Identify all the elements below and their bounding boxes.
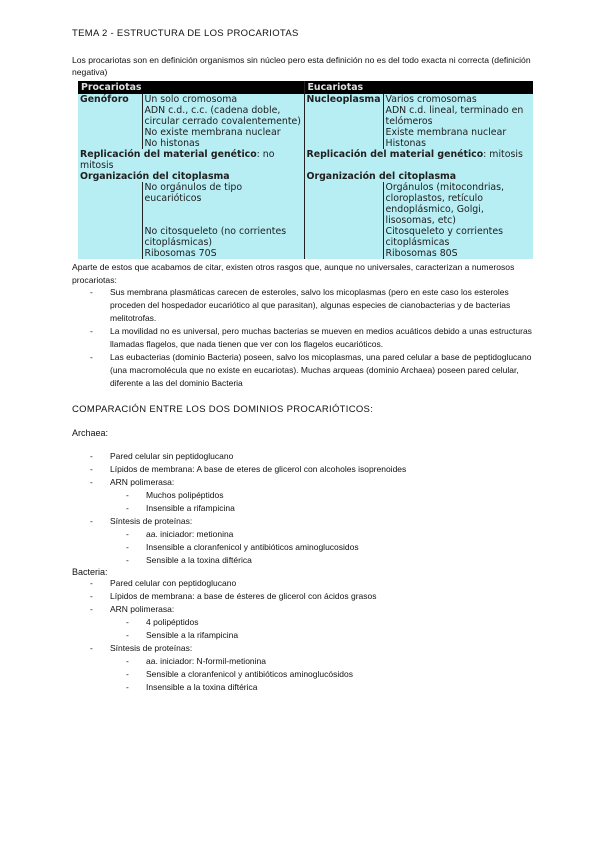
- pro-org-label: Organización del citoplasma: [80, 171, 230, 182]
- list-item: - ARN polimerasa:: [72, 476, 532, 489]
- list-item: - La movilidad no es universal, pero muchas bacterias se mueven en medios acuáticos debido a unas estructuras llamadas flagelos, que nada tienen que ver con los flagelos eucarióticos.: [72, 325, 532, 351]
- archaea-sintesis-sublist: [72, 528, 532, 567]
- archaea-list-2: [72, 515, 532, 528]
- euc-gen-1: Varios cromosomas: [383, 94, 533, 105]
- list-item: - Sensible a la toxina diftérica: [72, 554, 532, 567]
- euc-replication: [304, 149, 533, 171]
- pro-replication-label: Replicación del material genético: [80, 149, 257, 160]
- list-item: - Sus membrana plasmáticas carecen de esteroles, salvo los micoplasmas (pero en este caso los esteroles proceden del hospedador eucariótico al que parasitan), algunas especies de cianobacterias y de bacterias melitotrofas.: [72, 286, 532, 325]
- document-page: [72, 28, 532, 694]
- euc-replication-label: Replicación del material genético: [306, 149, 484, 160]
- header-eucariotas: Eucariotas: [304, 81, 533, 94]
- pro-gen-4: No histonas: [142, 138, 304, 149]
- pro-gen-2: ADN c.d., c.c. (cadena doble, circular cerrado covalentemente): [142, 105, 304, 127]
- bacteria-label: Bacteria:: [72, 567, 108, 577]
- euc-org-label: Organización del citoplasma: [304, 171, 533, 182]
- euc-replication-value: : mitosis: [483, 149, 523, 160]
- pro-gen-1: Un solo cromosoma: [142, 94, 304, 105]
- list-item: - Muchos polipéptidos: [72, 489, 532, 502]
- genoforo-label: Genóforo: [80, 94, 129, 105]
- euc-org-3: Ribosomas 80S: [383, 248, 533, 259]
- euc-gen-4: Histonas: [383, 138, 533, 149]
- intro-paragraph: Los procariotas son en definición organismos sin núcleo pero esta definición no es del todo exacta ni correcta (definición negativa): [72, 55, 531, 77]
- pro-replication-value: : no mitosis: [80, 149, 275, 171]
- pro-org-2: No citosqueleto (no corrientes citoplásmicas): [142, 226, 304, 248]
- list-item: - Insensible a rifampicina: [72, 502, 532, 515]
- list-item: - Insensible a cloranfenicol y antibióticos aminoglucosidos: [72, 541, 532, 554]
- pro-gen-3: No existe membrana nuclear: [142, 127, 304, 138]
- list-item: - Las eubacterias (dominio Bacteria) poseen, salvo los micoplasmas, una pared celular a base de peptidoglucano (una macromolécula que no existe en eucariotas). Muchas arqueas (dominio Archaea) poseen pared celular, diferente a las del dominio Bacteria: [72, 351, 532, 390]
- bacteria-arn-sublist: [72, 616, 532, 642]
- list-item: - Pared celular sin peptidoglucano: [72, 450, 532, 463]
- bacteria-list-2: [72, 642, 532, 655]
- after-table-paragraph: Aparte de estos que acabamos de citar, existen otros rasgos que, aunque no universales, caracterizan a numerosos procariotas:: [72, 262, 515, 285]
- pro-replication: [78, 149, 304, 171]
- archaea-arn-sublist: [72, 489, 532, 515]
- nucleoplasma-label: Nucleoplasma: [304, 94, 383, 105]
- list-item: - Insensible a la toxina diftérica: [72, 681, 532, 694]
- list-item: - Síntesis de proteínas:: [72, 642, 532, 655]
- list-item: - aa. iniciador: N-formil-metionina: [72, 655, 532, 668]
- list-item: - aa. iniciador: metionina: [72, 528, 532, 541]
- bacteria-sintesis-sublist: [72, 655, 532, 694]
- euc-org-1: Orgánulos (mitocondrias, cloroplastos, retículo endoplásmico, Golgi, lisosomas, etc): [383, 182, 533, 226]
- bacteria-list: [72, 577, 532, 616]
- comparison-table-image: [78, 81, 533, 259]
- list-item: - ARN polimerasa:: [72, 603, 532, 616]
- list-item: - Pared celular con peptidoglucano: [72, 577, 532, 590]
- archaea-label: Archaea:: [72, 428, 109, 438]
- page-title: TEMA 2 - ESTRUCTURA DE LOS PROCARIOTAS: [72, 28, 299, 39]
- traits-list: [72, 286, 532, 390]
- list-item: - Lípidos de membrana: A base de eteres de glicerol con alcoholes isoprenoides: [72, 463, 532, 476]
- euc-org-2: Citosqueleto y corrientes citoplásmicas: [383, 226, 533, 248]
- pro-org-3: Ribosomas 70S: [142, 248, 304, 259]
- euc-gen-3: Existe membrana nuclear: [383, 127, 533, 138]
- comparison-heading: COMPARACIÓN ENTRE LOS DOS DOMINIOS PROCARIÓTICOS:: [72, 404, 374, 415]
- list-item: - Lípidos de membrana: a base de ésteres de glicerol con ácidos grasos: [72, 590, 532, 603]
- euc-gen-2: ADN c.d. lineal, terminado en telómeros: [383, 105, 533, 127]
- header-procariotas: Procariotas: [78, 81, 304, 94]
- pro-org-1: No orgánulos de tipo eucarióticos: [142, 182, 304, 226]
- list-item: - Sensible a cloranfenicol y antibióticos aminoglucósidos: [72, 668, 532, 681]
- list-item: - Síntesis de proteínas:: [72, 515, 532, 528]
- archaea-list: [72, 450, 532, 489]
- list-item: - Sensible a la rifampicina: [72, 629, 532, 642]
- list-item: - 4 polipéptidos: [72, 616, 532, 629]
